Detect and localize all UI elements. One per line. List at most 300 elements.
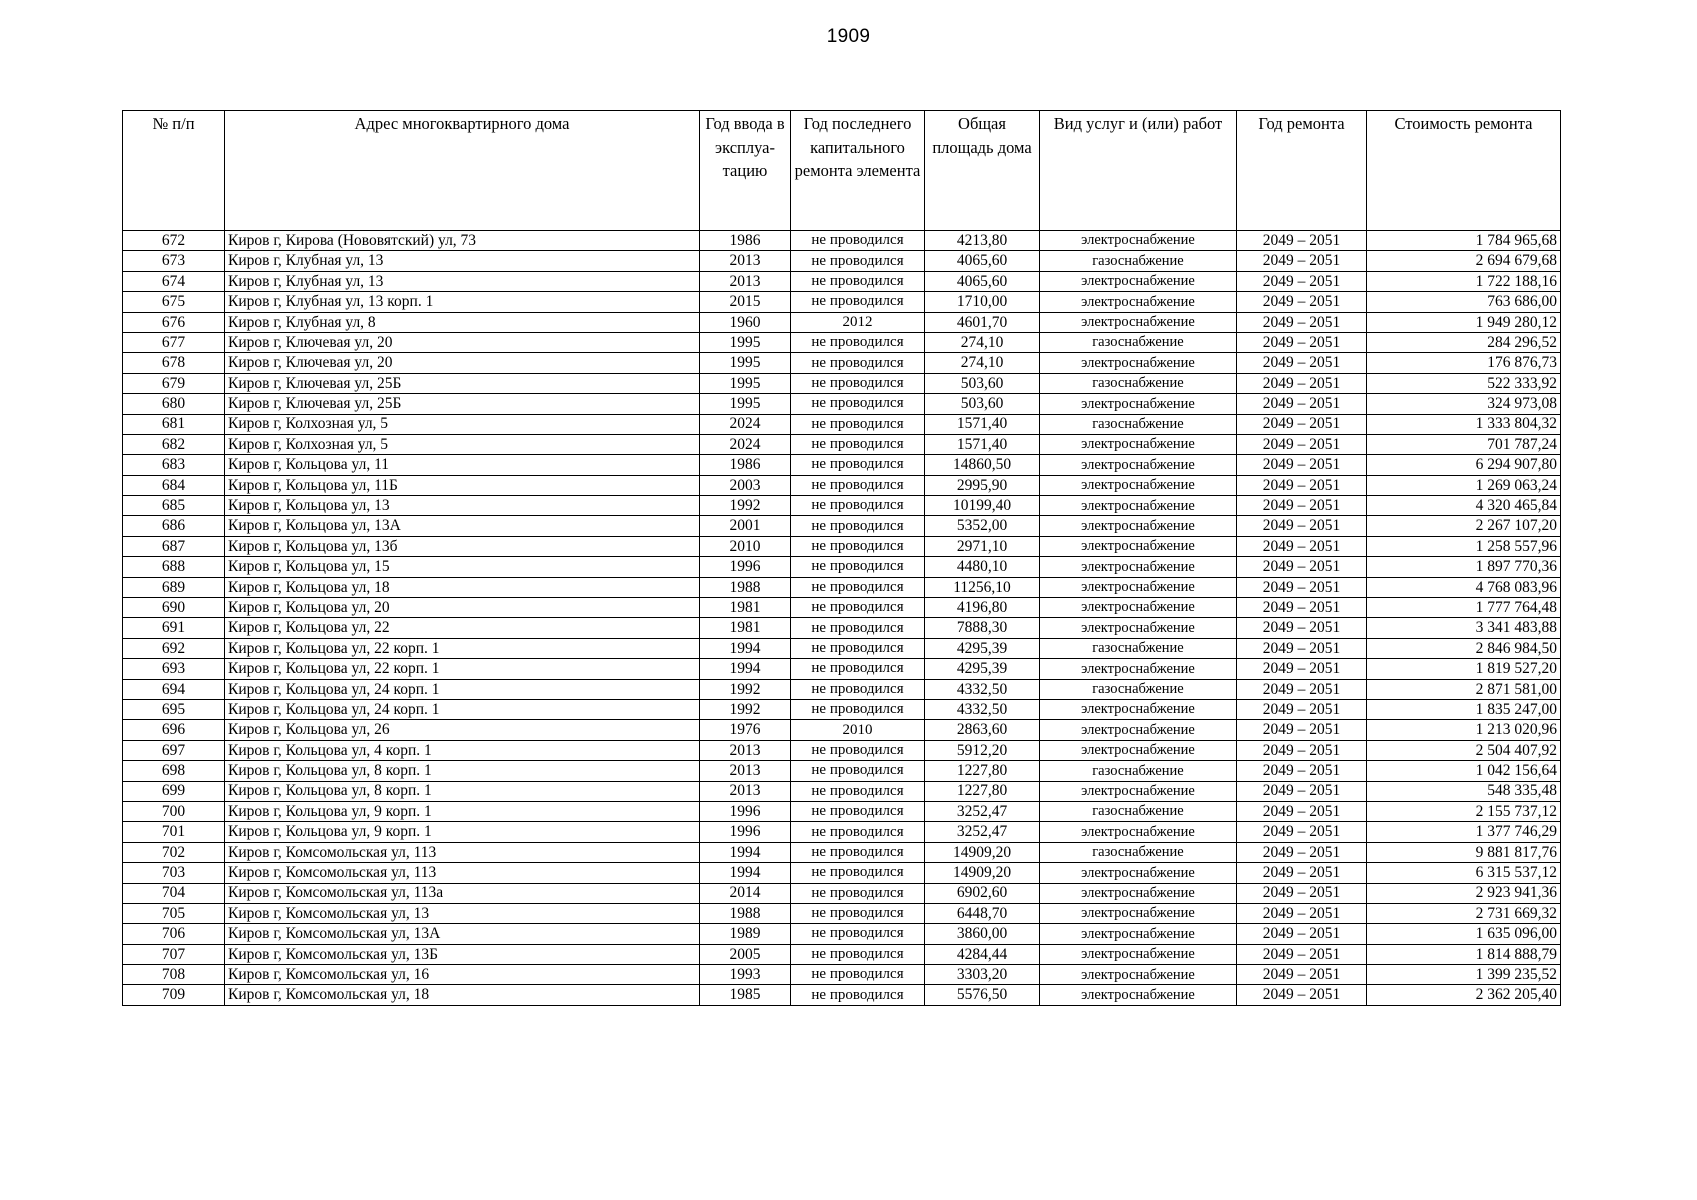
table-header — [123, 111, 1561, 231]
service-cell: газоснабжение — [1040, 332, 1237, 352]
row-number: 709 — [123, 985, 225, 1005]
commission-year-cell: 1992 — [700, 699, 791, 719]
table-row — [123, 414, 1561, 434]
header-service: Вид услуг и (или) работ — [1040, 111, 1237, 231]
commission-year-cell: 2013 — [700, 761, 791, 781]
service-cell: газоснабжение — [1040, 414, 1237, 434]
area-cell: 3252,47 — [925, 801, 1040, 821]
repair-period-cell: 2049 – 2051 — [1237, 455, 1367, 475]
cost-cell: 3 341 483,88 — [1367, 618, 1561, 638]
repair-period-cell: 2049 – 2051 — [1237, 312, 1367, 332]
table-row — [123, 373, 1561, 393]
area-cell: 4332,50 — [925, 679, 1040, 699]
area-cell: 4065,60 — [925, 251, 1040, 271]
row-number: 676 — [123, 312, 225, 332]
table-row — [123, 496, 1561, 516]
cost-cell: 2 694 679,68 — [1367, 251, 1561, 271]
area-cell: 1571,40 — [925, 434, 1040, 454]
table-row — [123, 985, 1561, 1005]
cost-cell: 1 784 965,68 — [1367, 231, 1561, 251]
repair-period-cell: 2049 – 2051 — [1237, 720, 1367, 740]
commission-year-cell: 2013 — [700, 740, 791, 760]
commission-year-cell: 2013 — [700, 251, 791, 271]
area-cell: 2863,60 — [925, 720, 1040, 740]
cost-cell: 1 635 096,00 — [1367, 924, 1561, 944]
last-repair-cell: не проводился — [791, 394, 925, 414]
repair-period-cell: 2049 – 2051 — [1237, 883, 1367, 903]
cost-cell: 4 320 465,84 — [1367, 496, 1561, 516]
table-row — [123, 801, 1561, 821]
area-cell: 274,10 — [925, 332, 1040, 352]
repair-period-cell: 2049 – 2051 — [1237, 414, 1367, 434]
page-number: 1909 — [826, 26, 871, 47]
service-cell: электроснабжение — [1040, 516, 1237, 536]
commission-year-cell: 1976 — [700, 720, 791, 740]
address-cell: Киров г, Кольцова ул, 22 — [225, 618, 700, 638]
address-cell: Киров г, Комсомольская ул, 13Б — [225, 944, 700, 964]
cost-cell: 324 973,08 — [1367, 394, 1561, 414]
repair-period-cell: 2049 – 2051 — [1237, 251, 1367, 271]
service-cell: электроснабжение — [1040, 699, 1237, 719]
last-repair-cell: не проводился — [791, 231, 925, 251]
table-row — [123, 598, 1561, 618]
last-repair-cell: не проводился — [791, 618, 925, 638]
service-cell: электроснабжение — [1040, 985, 1237, 1005]
commission-year-cell: 1995 — [700, 373, 791, 393]
last-repair-cell: не проводился — [791, 271, 925, 291]
repair-period-cell: 2049 – 2051 — [1237, 618, 1367, 638]
service-cell: электроснабжение — [1040, 312, 1237, 332]
commission-year-cell: 1993 — [700, 965, 791, 985]
repair-period-cell: 2049 – 2051 — [1237, 292, 1367, 312]
cost-cell: 1 819 527,20 — [1367, 659, 1561, 679]
row-number: 687 — [123, 536, 225, 556]
address-cell: Киров г, Кольцова ул, 11Б — [225, 475, 700, 495]
cost-cell: 2 267 107,20 — [1367, 516, 1561, 536]
last-repair-cell: не проводился — [791, 292, 925, 312]
service-cell: электроснабжение — [1040, 394, 1237, 414]
repair-period-cell: 2049 – 2051 — [1237, 271, 1367, 291]
last-repair-cell: не проводился — [791, 373, 925, 393]
repair-period-cell: 2049 – 2051 — [1237, 434, 1367, 454]
cost-cell: 1 835 247,00 — [1367, 699, 1561, 719]
area-cell: 6448,70 — [925, 903, 1040, 923]
last-repair-cell: не проводился — [791, 944, 925, 964]
cost-cell: 1 399 235,52 — [1367, 965, 1561, 985]
address-cell: Киров г, Кольцова ул, 20 — [225, 598, 700, 618]
commission-year-cell: 1994 — [700, 863, 791, 883]
area-cell: 4295,39 — [925, 638, 1040, 658]
table-row — [123, 965, 1561, 985]
last-repair-cell: не проводился — [791, 659, 925, 679]
row-number: 690 — [123, 598, 225, 618]
row-number: 672 — [123, 231, 225, 251]
service-cell: газоснабжение — [1040, 801, 1237, 821]
table-row — [123, 251, 1561, 271]
address-cell: Киров г, Комсомольская ул, 13 — [225, 903, 700, 923]
cost-cell: 2 155 737,12 — [1367, 801, 1561, 821]
cost-cell: 2 362 205,40 — [1367, 985, 1561, 1005]
table-row — [123, 394, 1561, 414]
repair-period-cell: 2049 – 2051 — [1237, 842, 1367, 862]
commission-year-cell: 1988 — [700, 903, 791, 923]
repair-period-cell: 2049 – 2051 — [1237, 516, 1367, 536]
commission-year-cell: 1995 — [700, 353, 791, 373]
row-number: 704 — [123, 883, 225, 903]
address-cell: Киров г, Колхозная ул, 5 — [225, 434, 700, 454]
header-area: Общая площадь дома — [925, 111, 1040, 231]
area-cell: 5912,20 — [925, 740, 1040, 760]
commission-year-cell: 1994 — [700, 659, 791, 679]
cost-cell: 1 949 280,12 — [1367, 312, 1561, 332]
table-row — [123, 353, 1561, 373]
table-row — [123, 720, 1561, 740]
table-row — [123, 924, 1561, 944]
cost-cell: 6 315 537,12 — [1367, 863, 1561, 883]
last-repair-cell: не проводился — [791, 842, 925, 862]
repair-period-cell: 2049 – 2051 — [1237, 496, 1367, 516]
row-number: 680 — [123, 394, 225, 414]
service-cell: газоснабжение — [1040, 679, 1237, 699]
last-repair-cell: не проводился — [791, 801, 925, 821]
address-cell: Киров г, Кольцова ул, 15 — [225, 557, 700, 577]
last-repair-cell: не проводился — [791, 475, 925, 495]
header-repair-period: Год ремонта — [1237, 111, 1367, 231]
area-cell: 7888,30 — [925, 618, 1040, 638]
repair-period-cell: 2049 – 2051 — [1237, 475, 1367, 495]
commission-year-cell: 2015 — [700, 292, 791, 312]
last-repair-cell: не проводился — [791, 761, 925, 781]
last-repair-cell: не проводился — [791, 251, 925, 271]
address-cell: Киров г, Комсомольская ул, 16 — [225, 965, 700, 985]
header-row — [123, 111, 1561, 231]
repair-period-cell: 2049 – 2051 — [1237, 944, 1367, 964]
area-cell: 5576,50 — [925, 985, 1040, 1005]
area-cell: 3252,47 — [925, 822, 1040, 842]
area-cell: 1710,00 — [925, 292, 1040, 312]
commission-year-cell: 2024 — [700, 414, 791, 434]
service-cell: электроснабжение — [1040, 740, 1237, 760]
commission-year-cell: 1981 — [700, 598, 791, 618]
area-cell: 4295,39 — [925, 659, 1040, 679]
cost-cell: 1 258 557,96 — [1367, 536, 1561, 556]
repair-period-cell: 2049 – 2051 — [1237, 577, 1367, 597]
service-cell: электроснабжение — [1040, 231, 1237, 251]
table-row — [123, 618, 1561, 638]
repair-period-cell: 2049 – 2051 — [1237, 863, 1367, 883]
cost-cell: 548 335,48 — [1367, 781, 1561, 801]
service-cell: электроснабжение — [1040, 924, 1237, 944]
repair-period-cell: 2049 – 2051 — [1237, 761, 1367, 781]
area-cell: 6902,60 — [925, 883, 1040, 903]
table-row — [123, 883, 1561, 903]
repair-period-cell: 2049 – 2051 — [1237, 924, 1367, 944]
row-number: 696 — [123, 720, 225, 740]
table-row — [123, 292, 1561, 312]
area-cell: 14909,20 — [925, 842, 1040, 862]
area-cell: 274,10 — [925, 353, 1040, 373]
repair-period-cell: 2049 – 2051 — [1237, 659, 1367, 679]
area-cell: 14860,50 — [925, 455, 1040, 475]
cost-cell: 2 923 941,36 — [1367, 883, 1561, 903]
last-repair-cell: не проводился — [791, 822, 925, 842]
repair-period-cell: 2049 – 2051 — [1237, 699, 1367, 719]
service-cell: электроснабжение — [1040, 903, 1237, 923]
repair-period-cell: 2049 – 2051 — [1237, 985, 1367, 1005]
address-cell: Киров г, Кольцова ул, 13А — [225, 516, 700, 536]
last-repair-cell: не проводился — [791, 455, 925, 475]
row-number: 683 — [123, 455, 225, 475]
cost-cell: 763 686,00 — [1367, 292, 1561, 312]
address-cell: Киров г, Кольцова ул, 26 — [225, 720, 700, 740]
commission-year-cell: 2005 — [700, 944, 791, 964]
row-number: 688 — [123, 557, 225, 577]
address-cell: Киров г, Кольцова ул, 24 корп. 1 — [225, 679, 700, 699]
address-cell: Киров г, Ключевая ул, 25Б — [225, 394, 700, 414]
service-cell: газоснабжение — [1040, 842, 1237, 862]
service-cell: электроснабжение — [1040, 577, 1237, 597]
repair-registry-table — [122, 110, 1561, 1006]
cost-cell: 284 296,52 — [1367, 332, 1561, 352]
last-repair-cell: не проводился — [791, 985, 925, 1005]
address-cell: Киров г, Кольцова ул, 13 — [225, 496, 700, 516]
last-repair-cell: не проводился — [791, 557, 925, 577]
commission-year-cell: 2001 — [700, 516, 791, 536]
row-number: 705 — [123, 903, 225, 923]
service-cell: электроснабжение — [1040, 720, 1237, 740]
row-number: 694 — [123, 679, 225, 699]
row-number: 701 — [123, 822, 225, 842]
table-row — [123, 659, 1561, 679]
service-cell: электроснабжение — [1040, 944, 1237, 964]
table-row — [123, 475, 1561, 495]
last-repair-cell: не проводился — [791, 434, 925, 454]
header-cost: Стоимость ремонта — [1367, 111, 1561, 231]
area-cell: 10199,40 — [925, 496, 1040, 516]
address-cell: Киров г, Кольцова ул, 4 корп. 1 — [225, 740, 700, 760]
commission-year-cell: 1995 — [700, 332, 791, 352]
address-cell: Киров г, Ключевая ул, 20 — [225, 353, 700, 373]
service-cell: электроснабжение — [1040, 883, 1237, 903]
row-number: 693 — [123, 659, 225, 679]
repair-period-cell: 2049 – 2051 — [1237, 231, 1367, 251]
cost-cell: 2 504 407,92 — [1367, 740, 1561, 760]
area-cell: 1571,40 — [925, 414, 1040, 434]
row-number: 691 — [123, 618, 225, 638]
address-cell: Киров г, Комсомольская ул, 113 — [225, 863, 700, 883]
cost-cell: 2 731 669,32 — [1367, 903, 1561, 923]
row-number: 707 — [123, 944, 225, 964]
repair-period-cell: 2049 – 2051 — [1237, 353, 1367, 373]
address-cell: Киров г, Колхозная ул, 5 — [225, 414, 700, 434]
cost-cell: 2 846 984,50 — [1367, 638, 1561, 658]
service-cell: электроснабжение — [1040, 598, 1237, 618]
service-cell: электроснабжение — [1040, 434, 1237, 454]
repair-period-cell: 2049 – 2051 — [1237, 822, 1367, 842]
repair-period-cell: 2049 – 2051 — [1237, 638, 1367, 658]
address-cell: Киров г, Клубная ул, 13 — [225, 271, 700, 291]
cost-cell: 1 333 804,32 — [1367, 414, 1561, 434]
row-number: 700 — [123, 801, 225, 821]
address-cell: Киров г, Кирова (Нововятский) ул, 73 — [225, 231, 700, 251]
area-cell: 4480,10 — [925, 557, 1040, 577]
cost-cell: 1 377 746,29 — [1367, 822, 1561, 842]
last-repair-cell: 2010 — [791, 720, 925, 740]
cost-cell: 1 814 888,79 — [1367, 944, 1561, 964]
table-row — [123, 434, 1561, 454]
area-cell: 2995,90 — [925, 475, 1040, 495]
header-last-repair: Год последнего капитального ремонта элемента — [791, 111, 925, 231]
cost-cell: 2 871 581,00 — [1367, 679, 1561, 699]
address-cell: Киров г, Клубная ул, 8 — [225, 312, 700, 332]
header-num: № п/п — [123, 111, 225, 231]
last-repair-cell: не проводился — [791, 740, 925, 760]
header-address: Адрес многоквартирного дома — [225, 111, 700, 231]
service-cell: электроснабжение — [1040, 557, 1237, 577]
last-repair-cell: не проводился — [791, 516, 925, 536]
row-number: 703 — [123, 863, 225, 883]
repair-period-cell: 2049 – 2051 — [1237, 965, 1367, 985]
address-cell: Киров г, Комсомольская ул, 113а — [225, 883, 700, 903]
repair-period-cell: 2049 – 2051 — [1237, 903, 1367, 923]
last-repair-cell: не проводился — [791, 353, 925, 373]
commission-year-cell: 2024 — [700, 434, 791, 454]
address-cell: Киров г, Ключевая ул, 20 — [225, 332, 700, 352]
last-repair-cell: не проводился — [791, 924, 925, 944]
cost-cell: 176 876,73 — [1367, 353, 1561, 373]
area-cell: 2971,10 — [925, 536, 1040, 556]
repair-period-cell: 2049 – 2051 — [1237, 781, 1367, 801]
last-repair-cell: не проводился — [791, 577, 925, 597]
address-cell: Киров г, Комсомольская ул, 13А — [225, 924, 700, 944]
area-cell: 4601,70 — [925, 312, 1040, 332]
table-row — [123, 332, 1561, 352]
repair-period-cell: 2049 – 2051 — [1237, 679, 1367, 699]
cost-cell: 701 787,24 — [1367, 434, 1561, 454]
address-cell: Киров г, Комсомольская ул, 18 — [225, 985, 700, 1005]
table-row — [123, 761, 1561, 781]
address-cell: Киров г, Кольцова ул, 9 корп. 1 — [225, 801, 700, 821]
commission-year-cell: 2010 — [700, 536, 791, 556]
repair-period-cell: 2049 – 2051 — [1237, 373, 1367, 393]
service-cell: электроснабжение — [1040, 271, 1237, 291]
address-cell: Киров г, Кольцова ул, 8 корп. 1 — [225, 781, 700, 801]
address-cell: Киров г, Кольцова ул, 18 — [225, 577, 700, 597]
table-row — [123, 231, 1561, 251]
commission-year-cell: 1995 — [700, 394, 791, 414]
row-number: 702 — [123, 842, 225, 862]
commission-year-cell: 1986 — [700, 455, 791, 475]
area-cell: 4065,60 — [925, 271, 1040, 291]
commission-year-cell: 1996 — [700, 822, 791, 842]
address-cell: Киров г, Кольцова ул, 13б — [225, 536, 700, 556]
table-row — [123, 455, 1561, 475]
table-row — [123, 312, 1561, 332]
address-cell: Киров г, Кольцова ул, 22 корп. 1 — [225, 638, 700, 658]
row-number: 684 — [123, 475, 225, 495]
row-number: 697 — [123, 740, 225, 760]
area-cell: 11256,10 — [925, 577, 1040, 597]
address-cell: Киров г, Кольцова ул, 24 корп. 1 — [225, 699, 700, 719]
row-number: 675 — [123, 292, 225, 312]
service-cell: электроснабжение — [1040, 536, 1237, 556]
address-cell: Киров г, Клубная ул, 13 — [225, 251, 700, 271]
address-cell: Киров г, Кольцова ул, 22 корп. 1 — [225, 659, 700, 679]
last-repair-cell: не проводился — [791, 638, 925, 658]
last-repair-cell: не проводился — [791, 496, 925, 516]
service-cell: электроснабжение — [1040, 353, 1237, 373]
service-cell: газоснабжение — [1040, 761, 1237, 781]
last-repair-cell: не проводился — [791, 598, 925, 618]
commission-year-cell: 2014 — [700, 883, 791, 903]
cost-cell: 1 042 156,64 — [1367, 761, 1561, 781]
cost-cell: 522 333,92 — [1367, 373, 1561, 393]
row-number: 686 — [123, 516, 225, 536]
row-number: 681 — [123, 414, 225, 434]
last-repair-cell: не проводился — [791, 781, 925, 801]
service-cell: газоснабжение — [1040, 251, 1237, 271]
table-row — [123, 842, 1561, 862]
cost-cell: 6 294 907,80 — [1367, 455, 1561, 475]
row-number: 708 — [123, 965, 225, 985]
repair-period-cell: 2049 – 2051 — [1237, 332, 1367, 352]
commission-year-cell: 2013 — [700, 781, 791, 801]
repair-period-cell: 2049 – 2051 — [1237, 557, 1367, 577]
cost-cell: 1 722 188,16 — [1367, 271, 1561, 291]
repair-period-cell: 2049 – 2051 — [1237, 598, 1367, 618]
service-cell: электроснабжение — [1040, 455, 1237, 475]
table-row — [123, 699, 1561, 719]
commission-year-cell: 1981 — [700, 618, 791, 638]
row-number: 698 — [123, 761, 225, 781]
last-repair-cell: не проводился — [791, 699, 925, 719]
row-number: 679 — [123, 373, 225, 393]
table-row — [123, 903, 1561, 923]
row-number: 682 — [123, 434, 225, 454]
row-number: 699 — [123, 781, 225, 801]
service-cell: электроснабжение — [1040, 496, 1237, 516]
area-cell: 3303,20 — [925, 965, 1040, 985]
address-cell: Киров г, Кольцова ул, 11 — [225, 455, 700, 475]
area-cell: 4213,80 — [925, 231, 1040, 251]
last-repair-cell: не проводился — [791, 883, 925, 903]
area-cell: 4196,80 — [925, 598, 1040, 618]
commission-year-cell: 1960 — [700, 312, 791, 332]
service-cell: электроснабжение — [1040, 863, 1237, 883]
table-row — [123, 536, 1561, 556]
last-repair-cell: не проводился — [791, 679, 925, 699]
last-repair-cell: не проводился — [791, 332, 925, 352]
area-cell: 1227,80 — [925, 781, 1040, 801]
table-row — [123, 781, 1561, 801]
cost-cell: 1 213 020,96 — [1367, 720, 1561, 740]
repair-period-cell: 2049 – 2051 — [1237, 394, 1367, 414]
address-cell: Киров г, Кольцова ул, 9 корп. 1 — [225, 822, 700, 842]
table-row — [123, 944, 1561, 964]
row-number: 674 — [123, 271, 225, 291]
table-row — [123, 822, 1561, 842]
repair-period-cell: 2049 – 2051 — [1237, 801, 1367, 821]
header-commission-year: Год ввода в эксплуа-тацию — [700, 111, 791, 231]
cost-cell: 9 881 817,76 — [1367, 842, 1561, 862]
service-cell: электроснабжение — [1040, 475, 1237, 495]
commission-year-cell: 1996 — [700, 557, 791, 577]
area-cell: 503,60 — [925, 394, 1040, 414]
service-cell: электроснабжение — [1040, 659, 1237, 679]
last-repair-cell: не проводился — [791, 863, 925, 883]
service-cell: газоснабжение — [1040, 373, 1237, 393]
row-number: 689 — [123, 577, 225, 597]
